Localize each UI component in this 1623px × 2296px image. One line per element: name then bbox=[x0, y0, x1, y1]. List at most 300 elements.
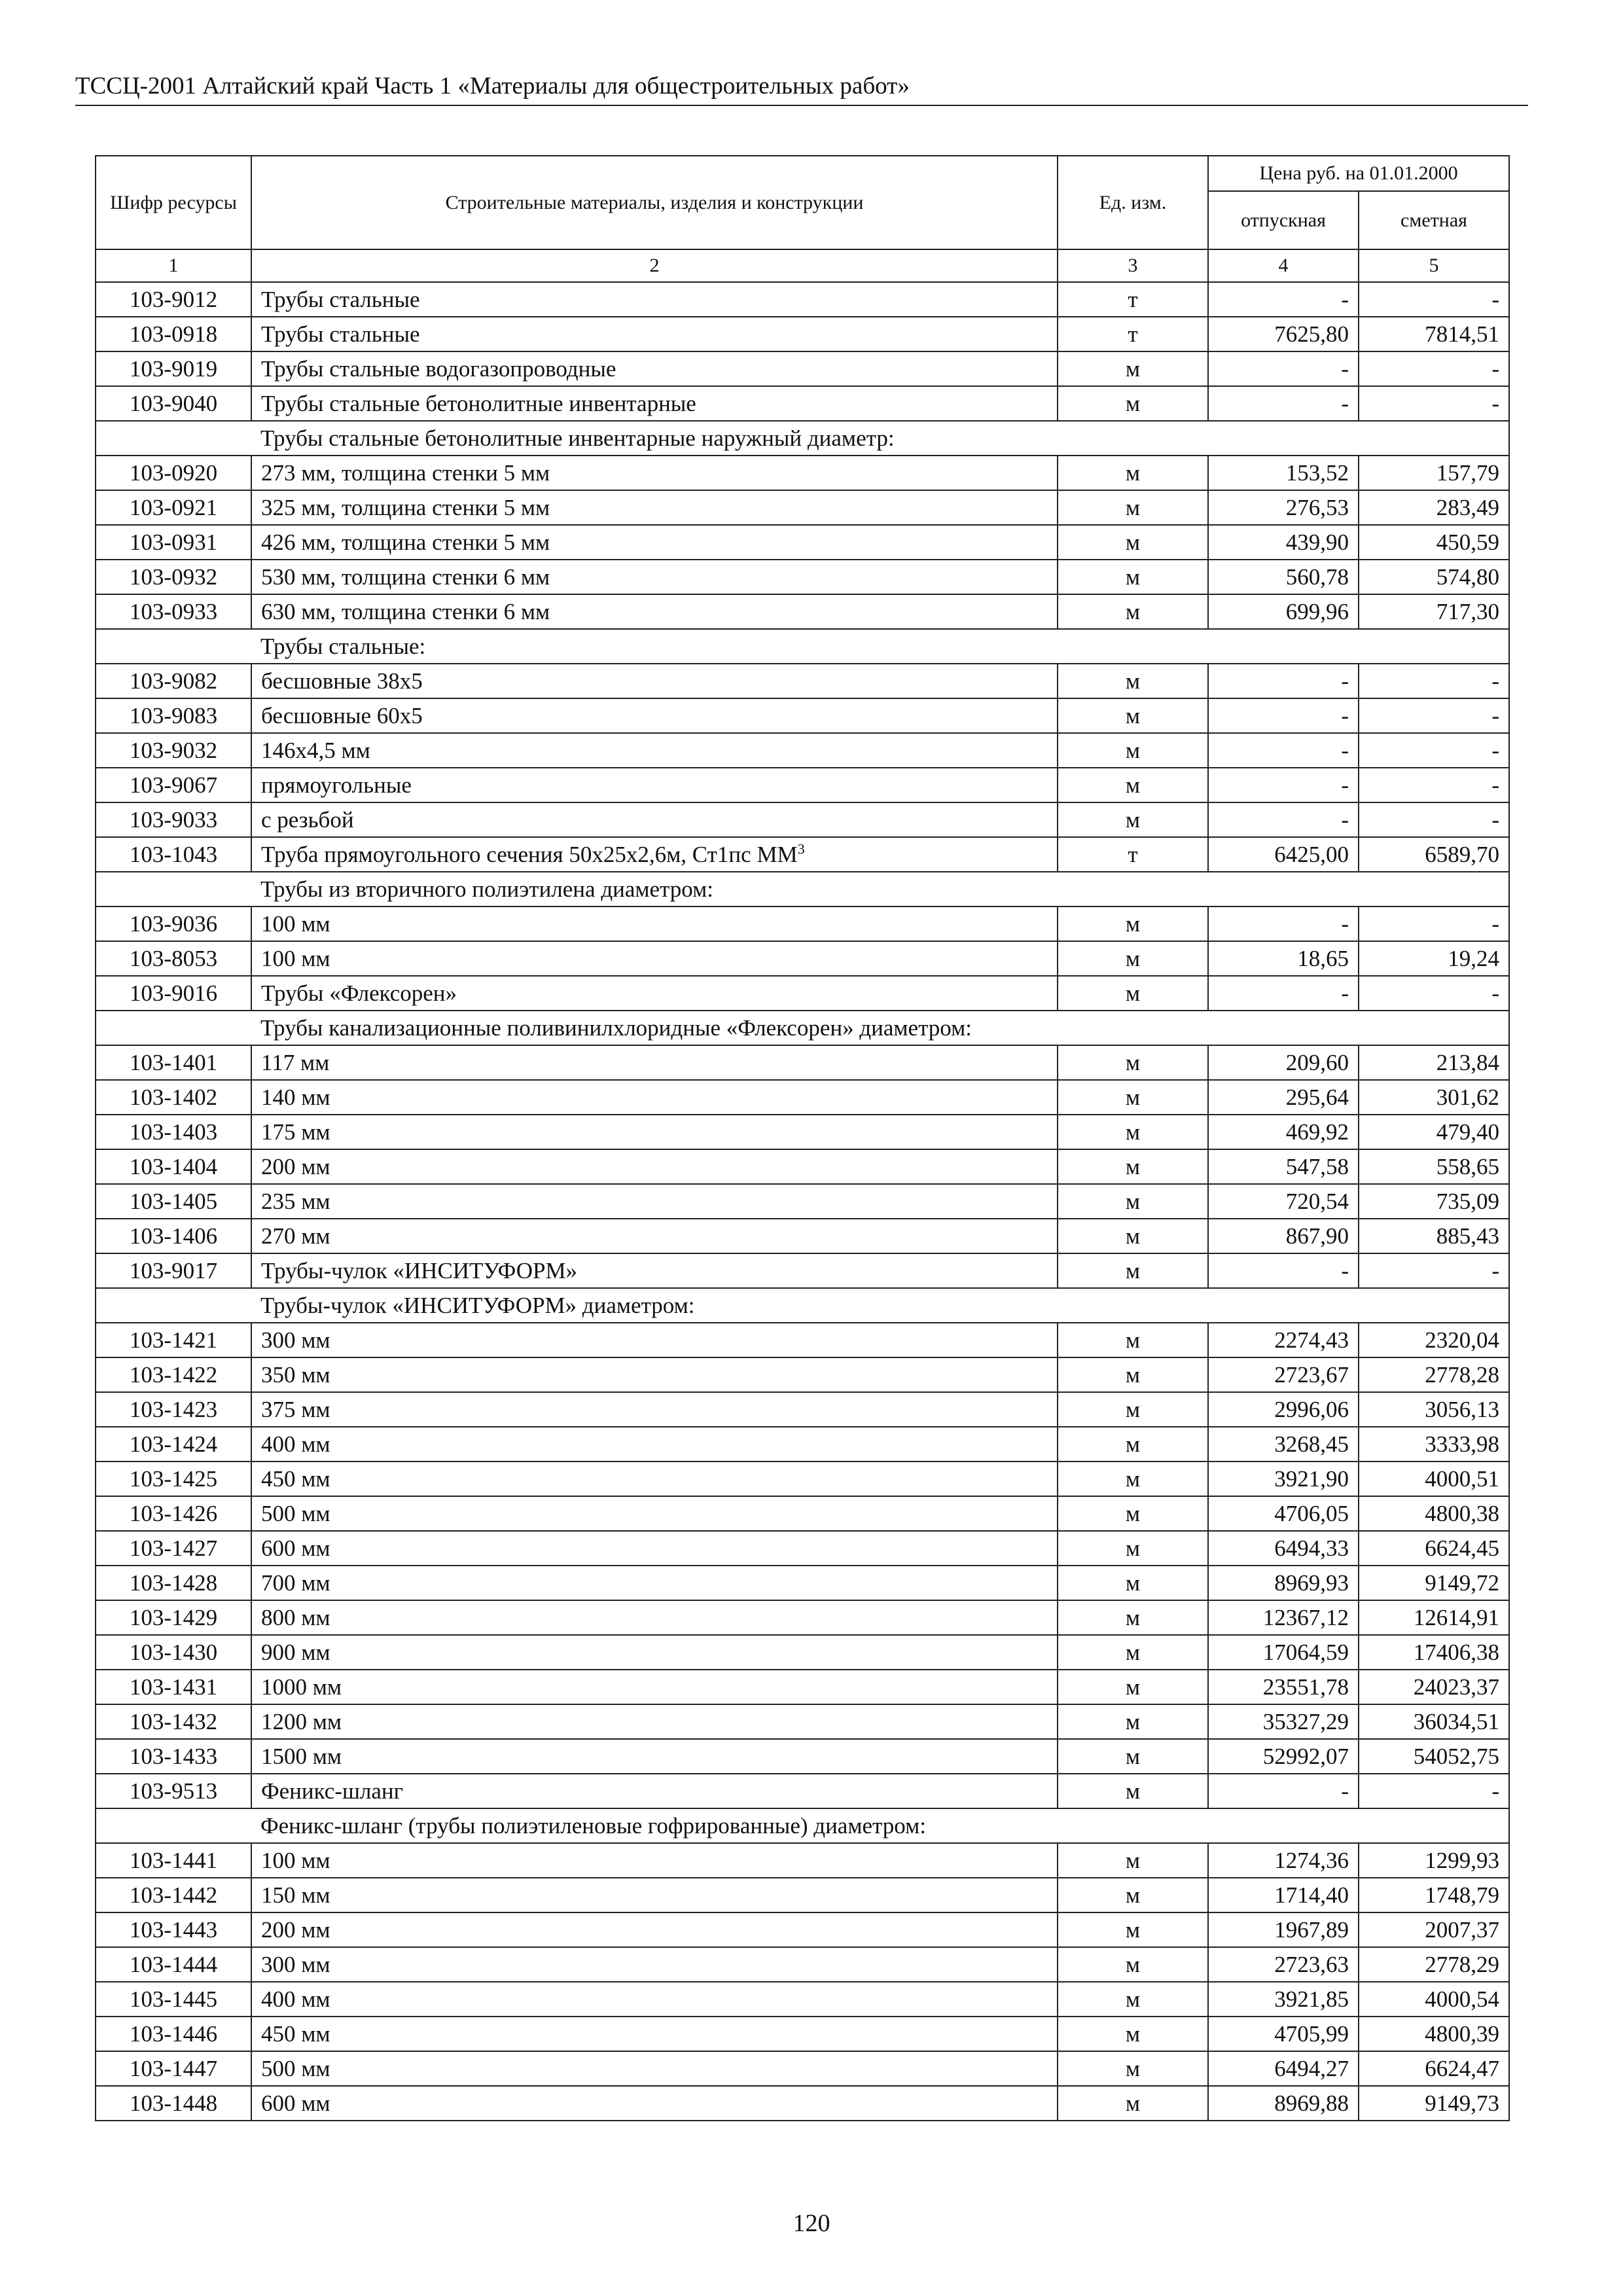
resource-code: 103-0931 bbox=[96, 525, 251, 560]
material-name-text: 900 мм bbox=[261, 1639, 330, 1665]
superscript: 3 bbox=[797, 840, 805, 857]
estimate-price: 4000,54 bbox=[1359, 1982, 1509, 2017]
resource-code: 103-9082 bbox=[96, 664, 251, 698]
table-row bbox=[96, 1392, 1509, 1427]
unit-of-measure: м bbox=[1058, 1878, 1208, 1912]
release-price: 8969,93 bbox=[1208, 1566, 1359, 1600]
material-name-text: 400 мм bbox=[261, 1431, 330, 1457]
table-row bbox=[96, 490, 1509, 525]
material-name-text: 700 мм bbox=[261, 1570, 330, 1596]
table-row bbox=[96, 1323, 1509, 1357]
resource-code: 103-9513 bbox=[96, 1774, 251, 1808]
estimate-price: 885,43 bbox=[1359, 1219, 1509, 1253]
resource-code: 103-9036 bbox=[96, 906, 251, 941]
release-price: 720,54 bbox=[1208, 1184, 1359, 1219]
release-price: 6494,27 bbox=[1208, 2051, 1359, 2086]
material-name-text: с резьбой bbox=[261, 806, 354, 833]
unit-of-measure: т bbox=[1058, 317, 1208, 351]
material-name bbox=[251, 1843, 1058, 1878]
column-header-unit: Ед. изм. bbox=[1058, 156, 1208, 249]
unit-of-measure: м bbox=[1058, 941, 1208, 976]
estimate-price: - bbox=[1359, 386, 1509, 421]
resource-code: 103-1403 bbox=[96, 1115, 251, 1149]
release-price: 209,60 bbox=[1208, 1045, 1359, 1080]
unit-of-measure: м bbox=[1058, 1912, 1208, 1947]
material-name-text: 630 мм, толщина стенки 6 мм bbox=[261, 598, 550, 624]
estimate-price: 717,30 bbox=[1359, 594, 1509, 629]
table-row bbox=[96, 1774, 1509, 1808]
estimate-price: - bbox=[1359, 698, 1509, 733]
table-row bbox=[96, 560, 1509, 594]
material-name bbox=[251, 351, 1058, 386]
release-price: - bbox=[1208, 698, 1359, 733]
release-price: 560,78 bbox=[1208, 560, 1359, 594]
empty-cell bbox=[96, 421, 251, 456]
resource-code: 103-9032 bbox=[96, 733, 251, 768]
estimate-price: 283,49 bbox=[1359, 490, 1509, 525]
material-name bbox=[251, 560, 1058, 594]
material-name-text: прямоугольные bbox=[261, 772, 412, 798]
unit-of-measure: м bbox=[1058, 1566, 1208, 1600]
release-price: - bbox=[1208, 802, 1359, 837]
material-name-text: 800 мм bbox=[261, 1604, 330, 1630]
release-price: - bbox=[1208, 1253, 1359, 1288]
unit-of-measure: м bbox=[1058, 525, 1208, 560]
release-price: 3921,90 bbox=[1208, 1462, 1359, 1496]
material-name bbox=[251, 1531, 1058, 1566]
material-name-text: 500 мм bbox=[261, 1500, 330, 1526]
unit-of-measure: м bbox=[1058, 560, 1208, 594]
empty-cell bbox=[96, 1808, 251, 1843]
estimate-price: - bbox=[1359, 351, 1509, 386]
estimate-price: 54052,75 bbox=[1359, 1739, 1509, 1774]
estimate-price: 558,65 bbox=[1359, 1149, 1509, 1184]
table-row bbox=[96, 1149, 1509, 1184]
column-header-estimate-price: сметная bbox=[1359, 191, 1509, 249]
material-name bbox=[251, 490, 1058, 525]
estimate-price: 735,09 bbox=[1359, 1184, 1509, 1219]
resource-code: 103-1422 bbox=[96, 1357, 251, 1392]
material-name-text: Труба прямоугольного сечения 50x25x2,6м, Ст1пс ММ bbox=[261, 841, 798, 867]
resource-code: 103-1431 bbox=[96, 1670, 251, 1704]
unit-of-measure: м bbox=[1058, 1184, 1208, 1219]
group-heading: Трубы-чулок «ИНСИТУФОРМ» диаметром: bbox=[251, 1288, 1509, 1323]
resource-code: 103-8053 bbox=[96, 941, 251, 976]
material-name-text: 273 мм, толщина стенки 5 мм bbox=[261, 459, 550, 486]
material-name-text: 1500 мм bbox=[261, 1743, 342, 1769]
release-price: - bbox=[1208, 351, 1359, 386]
table-row bbox=[96, 1982, 1509, 2017]
material-name bbox=[251, 802, 1058, 837]
column-number: 1 bbox=[96, 249, 251, 282]
table-row bbox=[96, 1496, 1509, 1531]
table-row bbox=[96, 282, 1509, 317]
unit-of-measure: м bbox=[1058, 351, 1208, 386]
resource-code: 103-0918 bbox=[96, 317, 251, 351]
material-name-text: 100 мм bbox=[261, 945, 330, 971]
estimate-price: - bbox=[1359, 976, 1509, 1011]
unit-of-measure: м bbox=[1058, 1219, 1208, 1253]
group-heading-row bbox=[96, 872, 1509, 906]
material-name bbox=[251, 456, 1058, 490]
release-price: 6494,33 bbox=[1208, 1531, 1359, 1566]
estimate-price: 36034,51 bbox=[1359, 1704, 1509, 1739]
material-name bbox=[251, 2051, 1058, 2086]
unit-of-measure: м bbox=[1058, 1704, 1208, 1739]
empty-cell bbox=[96, 1288, 251, 1323]
material-name bbox=[251, 1115, 1058, 1149]
unit-of-measure: м bbox=[1058, 1253, 1208, 1288]
column-header-price-group: Цена руб. на 01.01.2000 bbox=[1208, 156, 1509, 191]
estimate-price: 1299,93 bbox=[1359, 1843, 1509, 1878]
estimate-price: 6624,47 bbox=[1359, 2051, 1509, 2086]
resource-code: 103-1402 bbox=[96, 1080, 251, 1115]
material-name-text: 350 мм bbox=[261, 1361, 330, 1388]
material-name bbox=[251, 317, 1058, 351]
estimate-price: - bbox=[1359, 906, 1509, 941]
table-row bbox=[96, 1080, 1509, 1115]
release-price: - bbox=[1208, 733, 1359, 768]
resource-code: 103-1405 bbox=[96, 1184, 251, 1219]
material-name bbox=[251, 1774, 1058, 1808]
resource-code: 103-1433 bbox=[96, 1739, 251, 1774]
unit-of-measure: м bbox=[1058, 1496, 1208, 1531]
table-row bbox=[96, 1357, 1509, 1392]
material-name-text: Трубы стальные bbox=[261, 286, 420, 312]
resource-code: 103-1442 bbox=[96, 1878, 251, 1912]
material-name bbox=[251, 1947, 1058, 1982]
release-price: 52992,07 bbox=[1208, 1739, 1359, 1774]
material-name-text: 140 мм bbox=[261, 1084, 330, 1110]
estimate-price: 3333,98 bbox=[1359, 1427, 1509, 1462]
resource-code: 103-1444 bbox=[96, 1947, 251, 1982]
estimate-price: 157,79 bbox=[1359, 456, 1509, 490]
estimate-price: 479,40 bbox=[1359, 1115, 1509, 1149]
estimate-price: - bbox=[1359, 1253, 1509, 1288]
resource-code: 103-1423 bbox=[96, 1392, 251, 1427]
release-price: 35327,29 bbox=[1208, 1704, 1359, 1739]
material-name-text: Трубы стальные bbox=[261, 321, 420, 347]
table-row bbox=[96, 941, 1509, 976]
material-name bbox=[251, 768, 1058, 802]
resource-code: 103-1424 bbox=[96, 1427, 251, 1462]
group-heading: Трубы из вторичного полиэтилена диаметром: bbox=[251, 872, 1509, 906]
resource-code: 103-1447 bbox=[96, 2051, 251, 2086]
group-heading-row bbox=[96, 1011, 1509, 1045]
estimate-price: 24023,37 bbox=[1359, 1670, 1509, 1704]
unit-of-measure: м bbox=[1058, 1739, 1208, 1774]
table-row bbox=[96, 906, 1509, 941]
resource-code: 103-1430 bbox=[96, 1635, 251, 1670]
release-price: 12367,12 bbox=[1208, 1600, 1359, 1635]
column-number: 2 bbox=[251, 249, 1058, 282]
material-name bbox=[251, 282, 1058, 317]
table-row bbox=[96, 733, 1509, 768]
material-name bbox=[251, 1704, 1058, 1739]
estimate-price: 4000,51 bbox=[1359, 1462, 1509, 1496]
resource-code: 103-1421 bbox=[96, 1323, 251, 1357]
resource-code: 103-1448 bbox=[96, 2086, 251, 2121]
material-name bbox=[251, 2017, 1058, 2051]
estimate-price: 6624,45 bbox=[1359, 1531, 1509, 1566]
material-name bbox=[251, 906, 1058, 941]
release-price: 1274,36 bbox=[1208, 1843, 1359, 1878]
estimate-price: 450,59 bbox=[1359, 525, 1509, 560]
table-row bbox=[96, 837, 1509, 872]
release-price: 18,65 bbox=[1208, 941, 1359, 976]
column-number: 3 bbox=[1058, 249, 1208, 282]
material-name-text: бесшовные 60x5 bbox=[261, 702, 423, 728]
resource-code: 103-9012 bbox=[96, 282, 251, 317]
release-price: 1714,40 bbox=[1208, 1878, 1359, 1912]
unit-of-measure: м bbox=[1058, 1670, 1208, 1704]
material-name-text: 270 мм bbox=[261, 1223, 330, 1249]
unit-of-measure: т bbox=[1058, 837, 1208, 872]
release-price: 3921,85 bbox=[1208, 1982, 1359, 2017]
material-name bbox=[251, 1566, 1058, 1600]
material-name-text: 175 мм bbox=[261, 1119, 330, 1145]
material-name bbox=[251, 941, 1058, 976]
material-name-text: Феникс-шланг bbox=[261, 1778, 404, 1804]
material-name-text: 450 мм bbox=[261, 1465, 330, 1492]
resource-code: 103-9083 bbox=[96, 698, 251, 733]
material-name bbox=[251, 837, 1058, 872]
release-price: 4705,99 bbox=[1208, 2017, 1359, 2051]
estimate-price: 213,84 bbox=[1359, 1045, 1509, 1080]
unit-of-measure: м bbox=[1058, 386, 1208, 421]
resource-code: 103-1427 bbox=[96, 1531, 251, 1566]
release-price: 7625,80 bbox=[1208, 317, 1359, 351]
table-row bbox=[96, 664, 1509, 698]
resource-code: 103-1443 bbox=[96, 1912, 251, 1947]
release-price: 17064,59 bbox=[1208, 1635, 1359, 1670]
material-name bbox=[251, 698, 1058, 733]
material-name-text: 530 мм, толщина стенки 6 мм bbox=[261, 564, 550, 590]
release-price: - bbox=[1208, 768, 1359, 802]
material-name-text: бесшовные 38x5 bbox=[261, 668, 423, 694]
material-name-text: 600 мм bbox=[261, 1535, 330, 1561]
unit-of-measure: м bbox=[1058, 1323, 1208, 1357]
unit-of-measure: м bbox=[1058, 1462, 1208, 1496]
empty-cell bbox=[96, 872, 251, 906]
resource-code: 103-0920 bbox=[96, 456, 251, 490]
material-name-text: Трубы «Флексорен» bbox=[261, 980, 457, 1006]
table-row bbox=[96, 317, 1509, 351]
material-name bbox=[251, 1357, 1058, 1392]
release-price: 2274,43 bbox=[1208, 1323, 1359, 1357]
page-header: ТССЦ-2001 Алтайский край Часть 1 «Материалы для общестроительных работ» bbox=[75, 71, 1528, 106]
release-price: 23551,78 bbox=[1208, 1670, 1359, 1704]
resource-code: 103-1404 bbox=[96, 1149, 251, 1184]
table-row bbox=[96, 802, 1509, 837]
material-name bbox=[251, 1427, 1058, 1462]
material-name bbox=[251, 1080, 1058, 1115]
release-price: 2723,67 bbox=[1208, 1357, 1359, 1392]
unit-of-measure: м bbox=[1058, 594, 1208, 629]
group-heading-row bbox=[96, 1288, 1509, 1323]
unit-of-measure: м bbox=[1058, 1947, 1208, 1982]
estimate-price: 7814,51 bbox=[1359, 317, 1509, 351]
estimate-price: 2007,37 bbox=[1359, 1912, 1509, 1947]
unit-of-measure: м bbox=[1058, 976, 1208, 1011]
resource-code: 103-1446 bbox=[96, 2017, 251, 2051]
table-row bbox=[96, 525, 1509, 560]
table-row bbox=[96, 768, 1509, 802]
unit-of-measure: м bbox=[1058, 2051, 1208, 2086]
material-name bbox=[251, 1462, 1058, 1496]
estimate-price: 2778,29 bbox=[1359, 1947, 1509, 1982]
resource-code: 103-1401 bbox=[96, 1045, 251, 1080]
table-row bbox=[96, 1843, 1509, 1878]
table-row bbox=[96, 1635, 1509, 1670]
material-name-text: 100 мм bbox=[261, 910, 330, 937]
material-name-text: 146x4,5 мм bbox=[261, 737, 370, 763]
group-heading-row bbox=[96, 629, 1509, 664]
table-row bbox=[96, 594, 1509, 629]
group-heading: Трубы стальные: bbox=[251, 629, 1509, 664]
unit-of-measure: м bbox=[1058, 1982, 1208, 2017]
release-price: 8969,88 bbox=[1208, 2086, 1359, 2121]
material-name bbox=[251, 1323, 1058, 1357]
unit-of-measure: м bbox=[1058, 490, 1208, 525]
material-name-text: Трубы стальные водогазопроводные bbox=[261, 355, 616, 382]
unit-of-measure: м bbox=[1058, 733, 1208, 768]
resource-code: 103-0932 bbox=[96, 560, 251, 594]
estimate-price: 19,24 bbox=[1359, 941, 1509, 976]
unit-of-measure: м bbox=[1058, 1843, 1208, 1878]
resource-code: 103-0933 bbox=[96, 594, 251, 629]
table-row bbox=[96, 2086, 1509, 2121]
release-price: 4706,05 bbox=[1208, 1496, 1359, 1531]
table-row bbox=[96, 1912, 1509, 1947]
material-name-text: 117 мм bbox=[261, 1049, 330, 1075]
material-name-text: 150 мм bbox=[261, 1882, 330, 1908]
material-name bbox=[251, 594, 1058, 629]
table-row bbox=[96, 1115, 1509, 1149]
resource-code: 103-9019 bbox=[96, 351, 251, 386]
table-row bbox=[96, 1878, 1509, 1912]
material-name bbox=[251, 1739, 1058, 1774]
unit-of-measure: м bbox=[1058, 1635, 1208, 1670]
release-price: 276,53 bbox=[1208, 490, 1359, 525]
table-body bbox=[96, 282, 1509, 2121]
group-heading: Феникс-шланг (трубы полиэтиленовые гофрированные) диаметром: bbox=[251, 1808, 1509, 1843]
unit-of-measure: м bbox=[1058, 698, 1208, 733]
material-name bbox=[251, 1635, 1058, 1670]
column-header-name: Строительные материалы, изделия и конструкции bbox=[251, 156, 1058, 249]
resource-code: 103-1441 bbox=[96, 1843, 251, 1878]
resource-code: 103-1043 bbox=[96, 837, 251, 872]
estimate-price: 1748,79 bbox=[1359, 1878, 1509, 1912]
estimate-price: 9149,72 bbox=[1359, 1566, 1509, 1600]
material-name bbox=[251, 2086, 1058, 2121]
material-name-text: Трубы стальные бетонолитные инвентарные bbox=[261, 390, 696, 416]
release-price: 295,64 bbox=[1208, 1080, 1359, 1115]
estimate-price: 12614,91 bbox=[1359, 1600, 1509, 1635]
resource-code: 103-9017 bbox=[96, 1253, 251, 1288]
empty-cell bbox=[96, 629, 251, 664]
table-row bbox=[96, 1253, 1509, 1288]
unit-of-measure: м bbox=[1058, 1080, 1208, 1115]
material-name-text: 1000 мм bbox=[261, 1674, 342, 1700]
group-heading-row bbox=[96, 421, 1509, 456]
material-name-text: 426 мм, толщина стенки 5 мм bbox=[261, 529, 550, 555]
material-name-text: 235 мм bbox=[261, 1188, 330, 1214]
table-row bbox=[96, 1219, 1509, 1253]
estimate-price: 574,80 bbox=[1359, 560, 1509, 594]
release-price: - bbox=[1208, 664, 1359, 698]
material-name bbox=[251, 1912, 1058, 1947]
table-row bbox=[96, 1045, 1509, 1080]
release-price: 3268,45 bbox=[1208, 1427, 1359, 1462]
table-row bbox=[96, 698, 1509, 733]
material-name-text: 325 мм, толщина стенки 5 мм bbox=[261, 494, 550, 520]
table-row bbox=[96, 351, 1509, 386]
release-price: - bbox=[1208, 906, 1359, 941]
table-row bbox=[96, 2051, 1509, 2086]
estimate-price: 9149,73 bbox=[1359, 2086, 1509, 2121]
resource-code: 103-1445 bbox=[96, 1982, 251, 2017]
material-name-text: 1200 мм bbox=[261, 1708, 342, 1734]
estimate-price: 6589,70 bbox=[1359, 837, 1509, 872]
unit-of-measure: м bbox=[1058, 1392, 1208, 1427]
material-name-text: 300 мм bbox=[261, 1951, 330, 1977]
estimate-price: - bbox=[1359, 802, 1509, 837]
estimate-price: - bbox=[1359, 282, 1509, 317]
unit-of-measure: м bbox=[1058, 664, 1208, 698]
estimate-price: 301,62 bbox=[1359, 1080, 1509, 1115]
table-row bbox=[96, 1947, 1509, 1982]
group-heading: Трубы канализационные поливинилхлоридные «Флексорен» диаметром: bbox=[251, 1011, 1509, 1045]
resource-code: 103-9067 bbox=[96, 768, 251, 802]
unit-of-measure: м bbox=[1058, 1045, 1208, 1080]
table-row bbox=[96, 1462, 1509, 1496]
material-name-text: 500 мм bbox=[261, 2055, 330, 2081]
release-price: - bbox=[1208, 282, 1359, 317]
table-row bbox=[96, 1184, 1509, 1219]
resource-code: 103-0921 bbox=[96, 490, 251, 525]
material-name bbox=[251, 1496, 1058, 1531]
material-name bbox=[251, 1149, 1058, 1184]
release-price: 469,92 bbox=[1208, 1115, 1359, 1149]
unit-of-measure: м bbox=[1058, 1600, 1208, 1635]
resource-code: 103-1425 bbox=[96, 1462, 251, 1496]
material-name bbox=[251, 1982, 1058, 2017]
unit-of-measure: м bbox=[1058, 456, 1208, 490]
group-heading: Трубы стальные бетонолитные инвентарные наружный диаметр: bbox=[251, 421, 1509, 456]
table-header bbox=[96, 156, 1509, 282]
resource-code: 103-1426 bbox=[96, 1496, 251, 1531]
material-name-text: 375 мм bbox=[261, 1396, 330, 1422]
material-name-text: 600 мм bbox=[261, 2090, 330, 2116]
empty-cell bbox=[96, 1011, 251, 1045]
release-price: 439,90 bbox=[1208, 525, 1359, 560]
release-price: - bbox=[1208, 976, 1359, 1011]
unit-of-measure: м bbox=[1058, 2017, 1208, 2051]
unit-of-measure: м bbox=[1058, 802, 1208, 837]
material-name-text: 450 мм bbox=[261, 2020, 330, 2047]
release-price: 6425,00 bbox=[1208, 837, 1359, 872]
unit-of-measure: м bbox=[1058, 906, 1208, 941]
material-name-text: Трубы-чулок «ИНСИТУФОРМ» bbox=[261, 1257, 578, 1283]
table-row bbox=[96, 1670, 1509, 1704]
release-price: - bbox=[1208, 1774, 1359, 1808]
unit-of-measure: м bbox=[1058, 1774, 1208, 1808]
resource-code: 103-1406 bbox=[96, 1219, 251, 1253]
estimate-price: - bbox=[1359, 1774, 1509, 1808]
table-row bbox=[96, 456, 1509, 490]
material-name-text: 100 мм bbox=[261, 1847, 330, 1873]
